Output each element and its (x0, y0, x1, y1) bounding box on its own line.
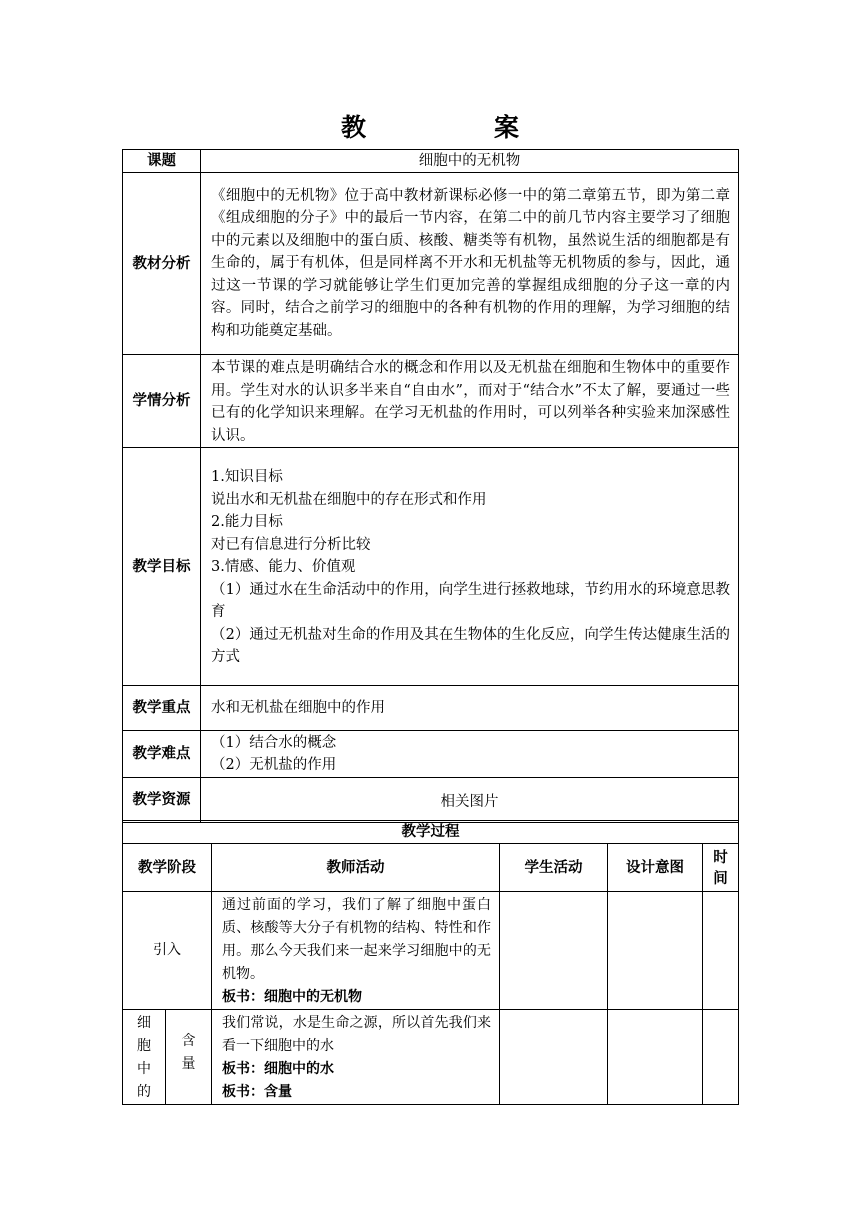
label-topic: 课题 (123, 150, 201, 173)
objective-line: （2）通过无机盐对生命的作用及其在生物体的生化反应，向学生传达健康生活的方式 (211, 626, 730, 665)
row-student-analysis (123, 355, 739, 448)
process-title: 教学过程 (123, 821, 739, 844)
stage-subsection-text: 含量 (181, 1033, 196, 1072)
stage-subsection (166, 1010, 212, 1105)
label-resources (123, 778, 201, 823)
row-difficulties (123, 731, 739, 778)
objective-line: 1.知识目标 (211, 469, 283, 485)
header-stage: 教学阶段 (123, 844, 212, 892)
process-row-intro (123, 892, 739, 1010)
objective-line: （1）通过水在生命活动中的作用，向学生进行拯救地球，节约用水的环境意思教育 (211, 581, 730, 620)
student-activity-water (500, 1010, 608, 1105)
value-topic: 细胞中的无机物 (201, 150, 739, 173)
row-textbook-analysis (123, 173, 739, 355)
student-activity-intro (500, 892, 608, 1010)
value-key-points: 水和无机盐在细胞中的作用 (201, 686, 739, 731)
teacher-text: 通过前面的学习，我们了解了细胞中蛋白质、核酸等大分子有机物的结构、特性和作用。那么今天我们来一起来学习细胞中的无机物。 (222, 897, 491, 982)
label-textbook-analysis (123, 173, 201, 355)
value-textbook-analysis: 《细胞中的无机物》位于高中教材新课标必修一中的第二章第五节，即为第二章《组成细胞的分子》中的最后一节内容，在第二中的前几节内容主要学习了细胞中的元素以及细胞中的蛋白质、核酸、糖类等有机物，虽然说生活的细胞都是有生命的，属于有机体，但是同样离不开水和无机盐等无机物质的参与，因此，通过这一节课的学习就能够让学生们更加完善的掌握组成细胞的分子这一章的内容。同时，结合之前学习的细胞中的各种有机物的作用的理解，为学习细胞的结构和功能奠定基础。 (201, 173, 739, 355)
label-text: 教学目标 (132, 557, 191, 575)
header-design-intent: 设计意图 (608, 844, 703, 892)
difficulty-line: （1）结合水的概念 (211, 734, 337, 751)
objective-line: 3.情感、能力、价值观 (211, 559, 356, 575)
board-note: 板书：含量 (222, 1084, 292, 1100)
teacher-activity-water (212, 1010, 500, 1105)
teaching-process-table (122, 820, 739, 1105)
design-intent-intro (608, 892, 703, 1010)
objective-line: 对已有信息进行分析比较 (211, 536, 371, 553)
label-key-points (123, 686, 201, 731)
header-time (703, 844, 739, 892)
label-text: 教学重点 (132, 699, 191, 716)
label-text: 教学难点 (132, 745, 191, 762)
value-student-analysis: 本节课的难点是明确结合水的概念和作用以及无机盐在细胞和生物体中的重要作用。学生对水的认识多半来自“自由水”，而对于“结合水”不太了解，要通过一些已有的化学知识来理解。在学习无机盐的作用时，可以列举各种实验来加深感性认识。 (201, 355, 739, 448)
stage-intro: 引入 (123, 892, 212, 1010)
header-student-activity: 学生活动 (500, 844, 608, 892)
difficulty-line: （2）无机盐的作用 (211, 757, 337, 773)
label-difficulties (123, 731, 201, 778)
value-resources: 相关图片 (201, 778, 739, 823)
board-note: 板书：细胞中的水 (222, 1061, 334, 1077)
design-intent-water (608, 1010, 703, 1105)
objective-line: 说出水和无机盐在细胞中的存在形式和作用 (211, 491, 487, 508)
label-text: 教材分析 (132, 254, 191, 272)
process-row-water-content (123, 1010, 739, 1105)
label-text: 学情分析 (132, 392, 191, 409)
label-text: 教学资源 (132, 791, 191, 808)
time-water (703, 1010, 739, 1105)
label-objectives (123, 448, 201, 686)
row-topic (123, 150, 739, 173)
board-note: 板书：细胞中的无机物 (222, 989, 362, 1005)
lesson-info-table (122, 149, 739, 823)
value-difficulties (201, 731, 739, 778)
header-teacher-activity: 教师活动 (212, 844, 500, 892)
teacher-activity-intro (212, 892, 500, 1010)
value-objectives (201, 448, 739, 686)
time-intro (703, 892, 739, 1010)
process-title-row (123, 821, 739, 844)
header-time-text: 时间 (713, 848, 728, 887)
teacher-text: 我们常说，水是生命之源，所以首先我们来看一下细胞中的水 (222, 1015, 491, 1054)
stage-section-text: 细胞中的 (137, 1015, 151, 1100)
document-title: 教 案 (340, 113, 545, 142)
row-key-points (123, 686, 739, 731)
row-objectives (123, 448, 739, 686)
objective-line: 2.能力目标 (211, 514, 283, 530)
label-student-analysis (123, 355, 201, 448)
row-resources (123, 778, 739, 823)
process-header-row (123, 844, 739, 892)
stage-section (123, 1010, 166, 1105)
